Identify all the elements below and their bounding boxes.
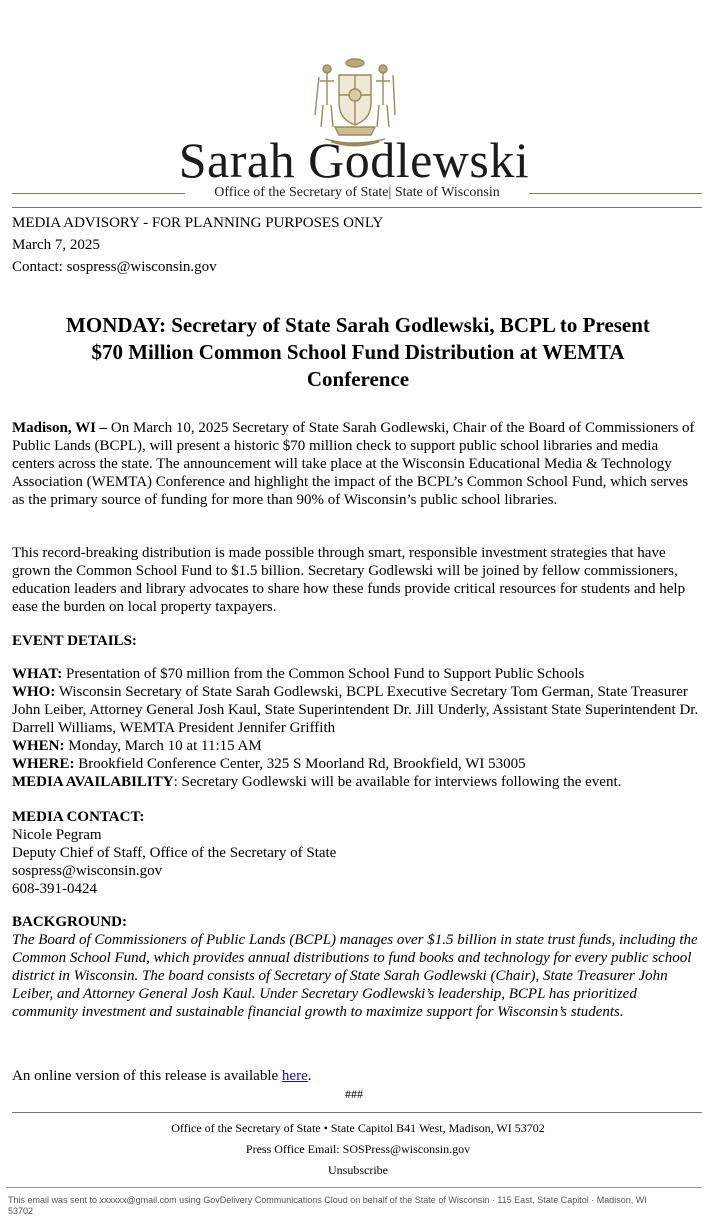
paragraph-1-text: On March 10, 2025 Secretary of State Sarah Godlewski, Chair of the Board of Commissioners of Public Lands (BCPL), will present a historic $70 million check to support public school libraries and media centers across the state. The announcement will take place at the Wisconsin Educational Media & Technology Association (WEMTA) Conference and highlight the impact of the BCPL’s Common School Fund, which serves as the primary source of funding for more than 90% of Wisconsin’s public school libraries. [12, 420, 695, 508]
event-availability [12, 773, 704, 791]
background-heading: BACKGROUND: [12, 914, 127, 930]
event-when-label: WHEN: [12, 738, 65, 754]
event-details-heading: EVENT DETAILS: [12, 633, 137, 649]
event-when [12, 737, 704, 755]
unsubscribe-link[interactable]: Unsubscribe [328, 1163, 388, 1177]
online-text-end: . [307, 1068, 312, 1084]
headline [12, 312, 704, 393]
dateline: Madison, WI – [12, 420, 108, 436]
event-availability-label: MEDIA AVAILABILITY [12, 774, 174, 790]
media-contact-name: Nicole Pegram [12, 827, 102, 843]
legal-divider [6, 1187, 702, 1188]
online-version-note [12, 1067, 704, 1085]
advisory-date: March 7, 2025 [12, 237, 100, 253]
event-what-label: WHAT: [12, 666, 63, 682]
event-who-text: Wisconsin Secretary of State Sarah Godlewski, BCPL Executive Secretary Tom German, State Treasurer John Leiber, Attorney General Josh Kaul, State Superintendent Dr. Jill Underly, Assistant State Superintendent Dr. Darrell Williams, WEMTA President Jennifer Griffith [12, 684, 699, 736]
media-contact-title: Deputy Chief of Staff, Office of the Secretary of State [12, 845, 337, 861]
advisory-contact: Contact: sospress@wisconsin.gov [12, 259, 217, 275]
body-paragraph-2: This record-breaking distribution is made possible through smart, responsible investment strategies that have grown the Common School Fund to $1.5 billion. Secretary Godlewski will be joined by fellow commissioners, education leaders and library advocates to share how these funds provide critical resources for students and help ease the burden on local property taxpayers. [12, 545, 686, 615]
online-text: An online version of this release is available [12, 1068, 282, 1084]
masthead-name: Sarah Godlewski [178, 132, 530, 188]
footer [0, 1118, 708, 1181]
footer-press-email: Press Office Email: SOSPress@wisconsin.gov [245, 1142, 471, 1156]
body-paragraph-1 [12, 419, 704, 509]
event-where [12, 755, 704, 773]
event-what-text: Presentation of $70 million from the Common School Fund to Support Public Schools [62, 666, 585, 682]
event-when-text: Monday, March 10 at 11:15 AM [64, 738, 262, 754]
event-who [12, 683, 704, 737]
event-who-label: WHO: [12, 684, 56, 700]
media-contact [12, 808, 704, 898]
headline-line-1: MONDAY: Secretary of State Sarah Godlewski, BCPL to Present [66, 313, 650, 337]
event-details [12, 665, 704, 791]
online-version-link[interactable]: here [281, 1068, 308, 1084]
event-where-text: Brookfield Conference Center, 325 S Moorland Rd, Brookfield, WI 53005 [74, 756, 526, 772]
media-contact-phone: 608-391-0424 [12, 881, 97, 897]
event-availability-text: : Secretary Godlewski will be available for interviews following the event. [173, 774, 622, 790]
end-mark: ### [345, 1087, 363, 1101]
masthead-rule-right [529, 193, 702, 194]
advisory-label: MEDIA ADVISORY - FOR PLANNING PURPOSES ONLY [12, 215, 384, 231]
footer-divider [12, 1112, 702, 1113]
event-where-label: WHERE: [12, 756, 75, 772]
event-what [12, 665, 704, 683]
masthead-subtitle-text: Office of the Secretary of State| State of Wisconsin [214, 185, 500, 200]
headline-line-2: $70 Million Common School Fund Distribution at WEMTA [91, 340, 625, 364]
media-contact-heading: MEDIA CONTACT: [12, 809, 145, 825]
advisory-block [12, 212, 383, 278]
background-text: The Board of Commissioners of Public Lands (BCPL) manages over $1.5 billion in state trust funds, including the Common School Fund, which provides annual distributions to fund books and technology for every public school district in Wisconsin. The board consists of Secretary of State Sarah Godlewski (Chair), State Treasurer John Leiber, and Attorney General Josh Kaul. Under Secretary Godlewski’s leadership, BCPL has prioritized community investment and sustainable financial growth to maximize support for Wisconsin’s students. [12, 932, 698, 1020]
header-divider [12, 207, 702, 208]
media-contact-email: sospress@wisconsin.gov [12, 863, 163, 879]
headline-line-3: Conference [306, 367, 410, 391]
footer-address: Office of the Secretary of State • State Capitol B41 West, Madison, WI 53702 [171, 1121, 545, 1135]
legal-notice: This email was sent to xxxxxx@gmail.com using GovDelivery Communications Cloud on behalf of the State of Wisconsin · 115 East, State Capitol · Madison, WI 53702 [8, 1195, 647, 1216]
masthead-subtitle [12, 186, 702, 202]
background-section [12, 913, 704, 1021]
